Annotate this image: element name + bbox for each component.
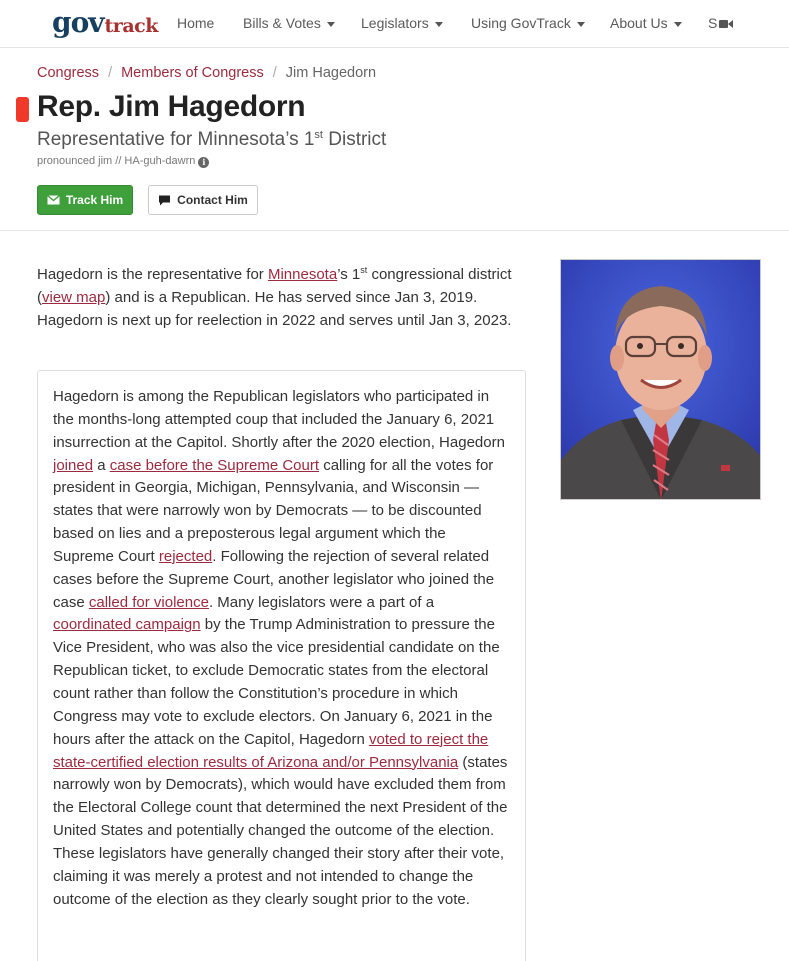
coup-notice-text: Hagedorn is among the Republican legislators who participated in the months-long attempted coup that included the January 6, 2021 insurrection at the Capitol. Shortly after the 2020 election, Hagedorn joined a case before the Supreme Court calling for all the votes for president in Georgia, Michigan, Pennsylvania, and Wisconsin — states that were narrowly won by Democrats — to be discounted based on lies and a preposterous legal argument which the Supreme Court rejected. Following the rejection of several related cases before the Supreme Court, another legislator who joined the case called for violence. Many legislators were a part of a coordinated campaign by the Trump Administration to pressure the Vice President, who was also the vice presidential candidate on the Republican ticket, to exclude Democratic states from the electoral count rather than follow the Constitution’s procedure in which Congress may vote to exclude electors. On January 6, 2021 in the hours after the attack on the Capitol, Hagedorn voted to reject the state-certified election results of Arizona and/or Pennsylvania (states narrowly won by Democrats), which would have excluded them from the Electoral College count that determined the next President of the United States and potentially changed the outcome of the election. These legislators have generally changed their story after their vote, claiming it was merely a protest and not intended to change the outcome of the election as they clearly sought prior to the vote. (53, 388, 508, 908)
pronunciation (37, 155, 209, 168)
state-link[interactable]: Minnesota (267, 266, 338, 283)
nav-home[interactable] (177, 15, 214, 31)
info-icon[interactable]: i (198, 157, 209, 168)
contact-him-label: Contact Him (177, 193, 248, 207)
nav-legislators[interactable] (361, 15, 443, 31)
nav-home-label: Home (177, 15, 215, 31)
breadcrumb-congress[interactable]: Congress (37, 65, 100, 81)
party-color-bar (16, 97, 29, 122)
nav-legislators-label: Legislators (361, 15, 429, 31)
nav-about-label: About Us (610, 15, 668, 31)
comment-icon (158, 195, 171, 206)
top-navbar (0, 0, 789, 48)
summary-paragraph: Hagedorn is the representative for Minnesota’s 1st congressional district (view map) and is a Republican. He has served since Jan 3, 2019. Hagedorn is next up for reelection in 2022 and serves until Jan 3, 2023. (37, 265, 512, 329)
subtitle-sup: st (314, 129, 323, 141)
official-portrait-photo (560, 259, 761, 500)
breadcrumb-members[interactable]: Members of Congress (121, 65, 264, 81)
portrait-illustration (561, 260, 761, 500)
called-for-violence-link[interactable]: called for violence (88, 593, 209, 611)
pronunciation-text: pronounced jim // HA-guh-dawrn (37, 155, 196, 167)
nav-bills-label: Bills & Votes (243, 15, 321, 31)
nav-using-label: Using GovTrack (471, 15, 571, 31)
nav-using-govtrack[interactable] (471, 15, 585, 31)
page-subtitle (37, 129, 386, 151)
govtrack-logo[interactable] (52, 6, 158, 40)
breadcrumb-separator: / (272, 65, 277, 81)
track-him-button[interactable] (37, 185, 133, 215)
video-camera-icon (719, 19, 733, 29)
chevron-down-icon (435, 22, 443, 27)
track-him-label: Track Him (65, 193, 124, 207)
logo-track: track (104, 15, 158, 37)
nav-s-label: S (708, 15, 718, 31)
contact-him-button[interactable] (148, 185, 258, 215)
coordinated-campaign-link[interactable]: coordinated campaign (53, 616, 201, 634)
voted-to-reject-link[interactable]: voted to reject the state-certified election results of Arizona and/or Pennsylvania (53, 730, 489, 771)
chevron-down-icon (577, 22, 585, 27)
envelope-icon (47, 195, 60, 205)
joined-link[interactable]: joined (53, 456, 94, 474)
breadcrumb (37, 65, 376, 81)
chevron-down-icon (327, 22, 335, 27)
header-divider (0, 230, 789, 231)
page-title: Rep. Jim Hagedorn (37, 90, 306, 123)
nav-s-menu[interactable] (708, 15, 733, 31)
subtitle-text-end: District (322, 129, 387, 150)
supreme-court-case-link[interactable]: case before the Supreme Court (109, 456, 320, 474)
rejected-link[interactable]: rejected (158, 547, 213, 565)
nav-bills-votes[interactable] (243, 15, 335, 31)
chevron-down-icon (674, 22, 682, 27)
breadcrumb-separator: / (108, 65, 113, 81)
logo-gov: gov (52, 6, 104, 39)
coup-notice-box (37, 370, 526, 961)
view-map-link[interactable]: view map (42, 289, 106, 306)
nav-about-us[interactable] (610, 15, 682, 31)
subtitle-text: Representative for Minnesota’s 1 (37, 129, 315, 150)
breadcrumb-current: Jim Hagedorn (285, 65, 377, 81)
